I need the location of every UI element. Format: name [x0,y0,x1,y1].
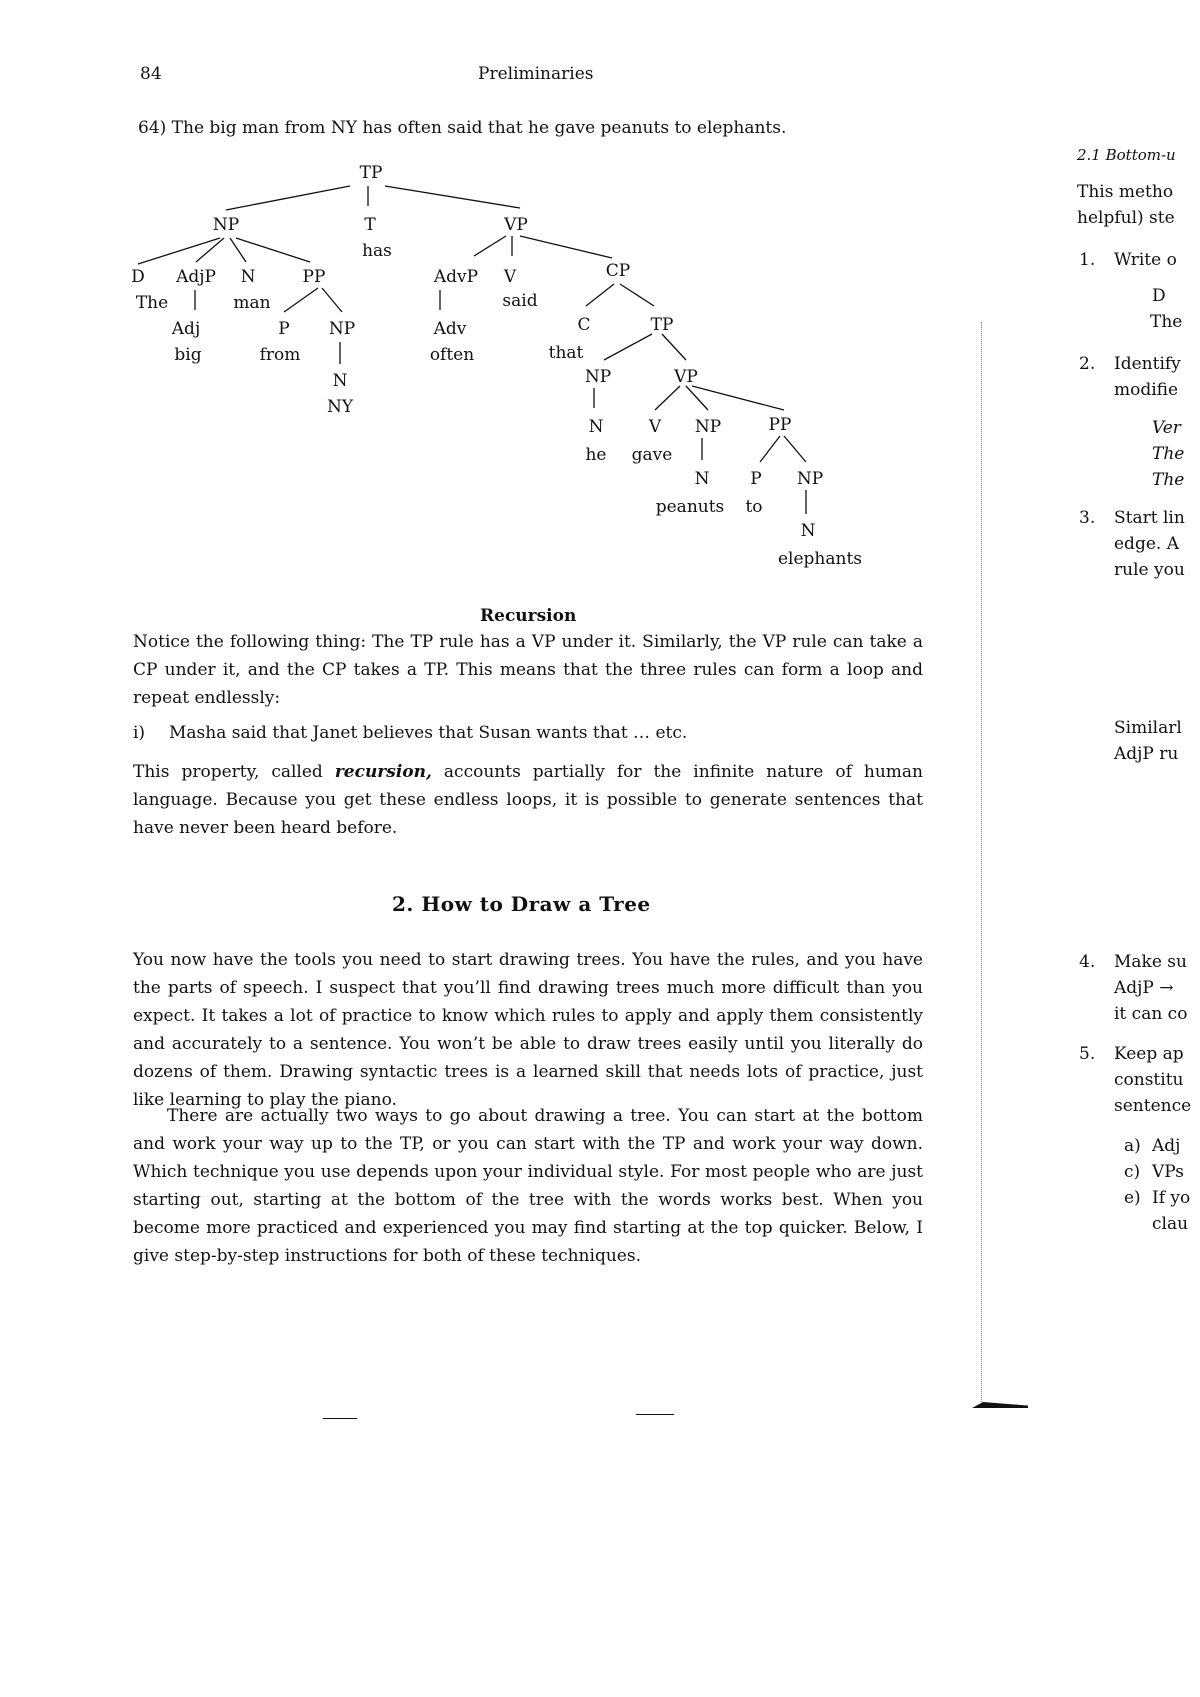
edge-vp2-pp [692,386,784,410]
word-ny: NY [326,397,354,417]
right-list-text: rule you [1114,560,1185,580]
node-vp2: VP [674,367,698,387]
right-list-text: The [1152,444,1185,464]
word-the: The [135,293,169,313]
right-list-text: Make su [1114,952,1187,972]
node-c: C [577,315,591,335]
node-adv: Adv [433,319,467,339]
right-sublist-text: If yo [1152,1188,1191,1208]
node-np-he: NP [584,367,612,387]
right-page-heading: 2.1 Bottom-u [1077,146,1176,164]
node-pp2: PP [768,415,792,435]
right-list-text: Ver [1152,418,1181,438]
right-list-number: 4. [1079,952,1096,972]
node-advp: AdvP [433,267,479,287]
right-list-number: 5. [1079,1044,1096,1064]
right-list-text: Write o [1114,250,1177,270]
node-cp: CP [605,261,631,281]
right-list-text: The [1150,312,1183,332]
example-64-label: 64) [138,118,167,138]
page-number: 84 [140,64,162,84]
word-gave: gave [631,445,673,465]
right-list-text: AdjP → [1114,978,1174,998]
word-has: has [362,241,392,261]
node-np-ny: NP [328,319,356,339]
node-v-said: V [503,267,517,287]
edge-pp2-np [784,436,806,462]
word-peanuts: peanuts [655,497,725,517]
edge-vp-cp [520,236,612,258]
word-to: to [745,497,763,517]
right-list-text: modifie [1114,380,1179,400]
section-paragraph-2: There are actually two ways to go about drawing a tree. You can start at the bottom and work your way up to the TP, or you can start with the TP and work your way down. Which technique you use depends upon your individual style. For most people who are just starting out, starting at the bottom of the tree with the words works best. When you become more practiced and experienced you may find starting at the top quicker. Below, I give step-by-step instructions for both of these techniques. [133,1106,923,1266]
node-tp2: TP [650,315,674,335]
print-mark [323,1418,357,1419]
right-page-line: This metho [1077,182,1174,202]
recursion-heading: Recursion [480,606,577,626]
page-edge-shadow [972,1402,1028,1408]
word-that: that [548,343,584,363]
syntax-tree [0,0,900,590]
edge-tp-np [226,186,350,210]
node-p-from: P [278,319,290,339]
edge-cp-tp [620,284,654,306]
node-np-elephants: NP [796,469,824,489]
section-paragraph-1: You now have the tools you need to start drawing trees. You have the rules, and you have the parts of speech. I suspect that you’ll find drawing trees much more difficult than you expect. It takes a lot of practice to know which rules to apply and apply them consistently and accurately to a sentence. You won’t be able to draw trees easily until you literally do dozens of them. Drawing syntactic trees is a learned skill that needs lots of practice, just like learning to play the piano. [133,950,923,1110]
recursion-text-a: This property, called [133,762,335,782]
node-pp: PP [302,267,326,287]
recursion-property-paragraph [133,758,923,842]
word-man: man [233,293,271,313]
node-np-peanuts: NP [694,417,722,437]
node-n-elephants: N [800,521,816,541]
right-list-text: Identify [1114,354,1181,374]
running-title: Preliminaries [478,64,594,84]
right-list-text: constitu [1114,1070,1184,1090]
right-list-text: Similarl [1114,718,1182,738]
edge-vp2-v [655,386,680,410]
node-d: D [131,267,145,287]
right-list-text: Start lin [1114,508,1185,528]
right-sublist-label: a) [1124,1136,1141,1156]
word-elephants: elephants [777,549,863,569]
edge-np-d [138,238,220,264]
node-t: T [364,215,376,235]
example-i-label: i) [133,723,146,743]
word-said: said [502,291,538,311]
print-mark [636,1414,674,1415]
word-he: he [585,445,607,465]
edge-vp-advp [474,236,506,256]
right-sublist-text: clau [1152,1214,1189,1234]
node-n-peanuts: N [694,469,710,489]
edge-tp-np-he [604,334,652,360]
page-gutter [981,322,983,1402]
right-list-number: 1. [1079,250,1096,270]
right-page-line: helpful) ste [1077,208,1175,228]
node-tp: TP [359,163,383,183]
right-sublist-label: e) [1124,1188,1141,1208]
right-list-text: sentence [1114,1096,1192,1116]
node-p-to: P [750,469,762,489]
node-n-he: N [588,417,604,437]
recursion-term: recursion, [334,762,432,782]
example-i [133,723,923,743]
right-list-text: Keep ap [1114,1044,1184,1064]
node-np-subj: NP [212,215,240,235]
example-64-sentence: The big man from NY has often said that he gave peanuts to elephants. [171,118,787,138]
edge-np-n [230,238,246,262]
node-adj: Adj [171,319,201,339]
edge-pp2-p [760,436,780,462]
right-list-number: 3. [1079,508,1096,528]
right-list-text: it can co [1114,1004,1188,1024]
edge-pp-p [284,288,318,312]
right-sublist-text: VPs [1152,1162,1184,1182]
word-from: from [259,345,301,365]
right-list-number: 2. [1079,354,1096,374]
word-often: often [429,345,475,365]
word-big: big [174,345,202,365]
edge-tp-vp [385,186,520,208]
right-list-text: D [1152,286,1166,306]
recursion-text-b: accounts partially for the infinite nature of human language. Because you get these endless loops, it is possible to generate sentences that have never been heard before. [133,762,923,838]
node-n-man: N [240,267,256,287]
edge-pp-np [322,288,342,312]
right-sublist-label: c) [1124,1162,1141,1182]
recursion-paragraph: Notice the following thing: The TP rule has a VP under it. Similarly, the VP rule can take a CP under it, and the CP takes a TP. This means that the three rules can form a loop and repeat endlessly: [133,632,923,708]
example-i-text: Masha said that Janet believes that Susan wants that … etc. [169,723,688,743]
tree-labels [131,163,862,569]
right-list-text: edge. A [1114,534,1179,554]
edge-cp-c [586,284,614,306]
edge-np-pp [236,238,310,262]
right-sublist-text: Adj [1152,1136,1181,1156]
edge-tp-vp2 [662,334,686,360]
node-adjp: AdjP [176,267,216,287]
node-vp: VP [504,215,528,235]
section-heading: 2. How to Draw a Tree [392,892,651,916]
right-list-text: The [1152,470,1185,490]
node-v-gave: V [648,417,662,437]
node-n-ny: N [332,371,348,391]
right-list-text: AdjP ru [1114,744,1179,764]
